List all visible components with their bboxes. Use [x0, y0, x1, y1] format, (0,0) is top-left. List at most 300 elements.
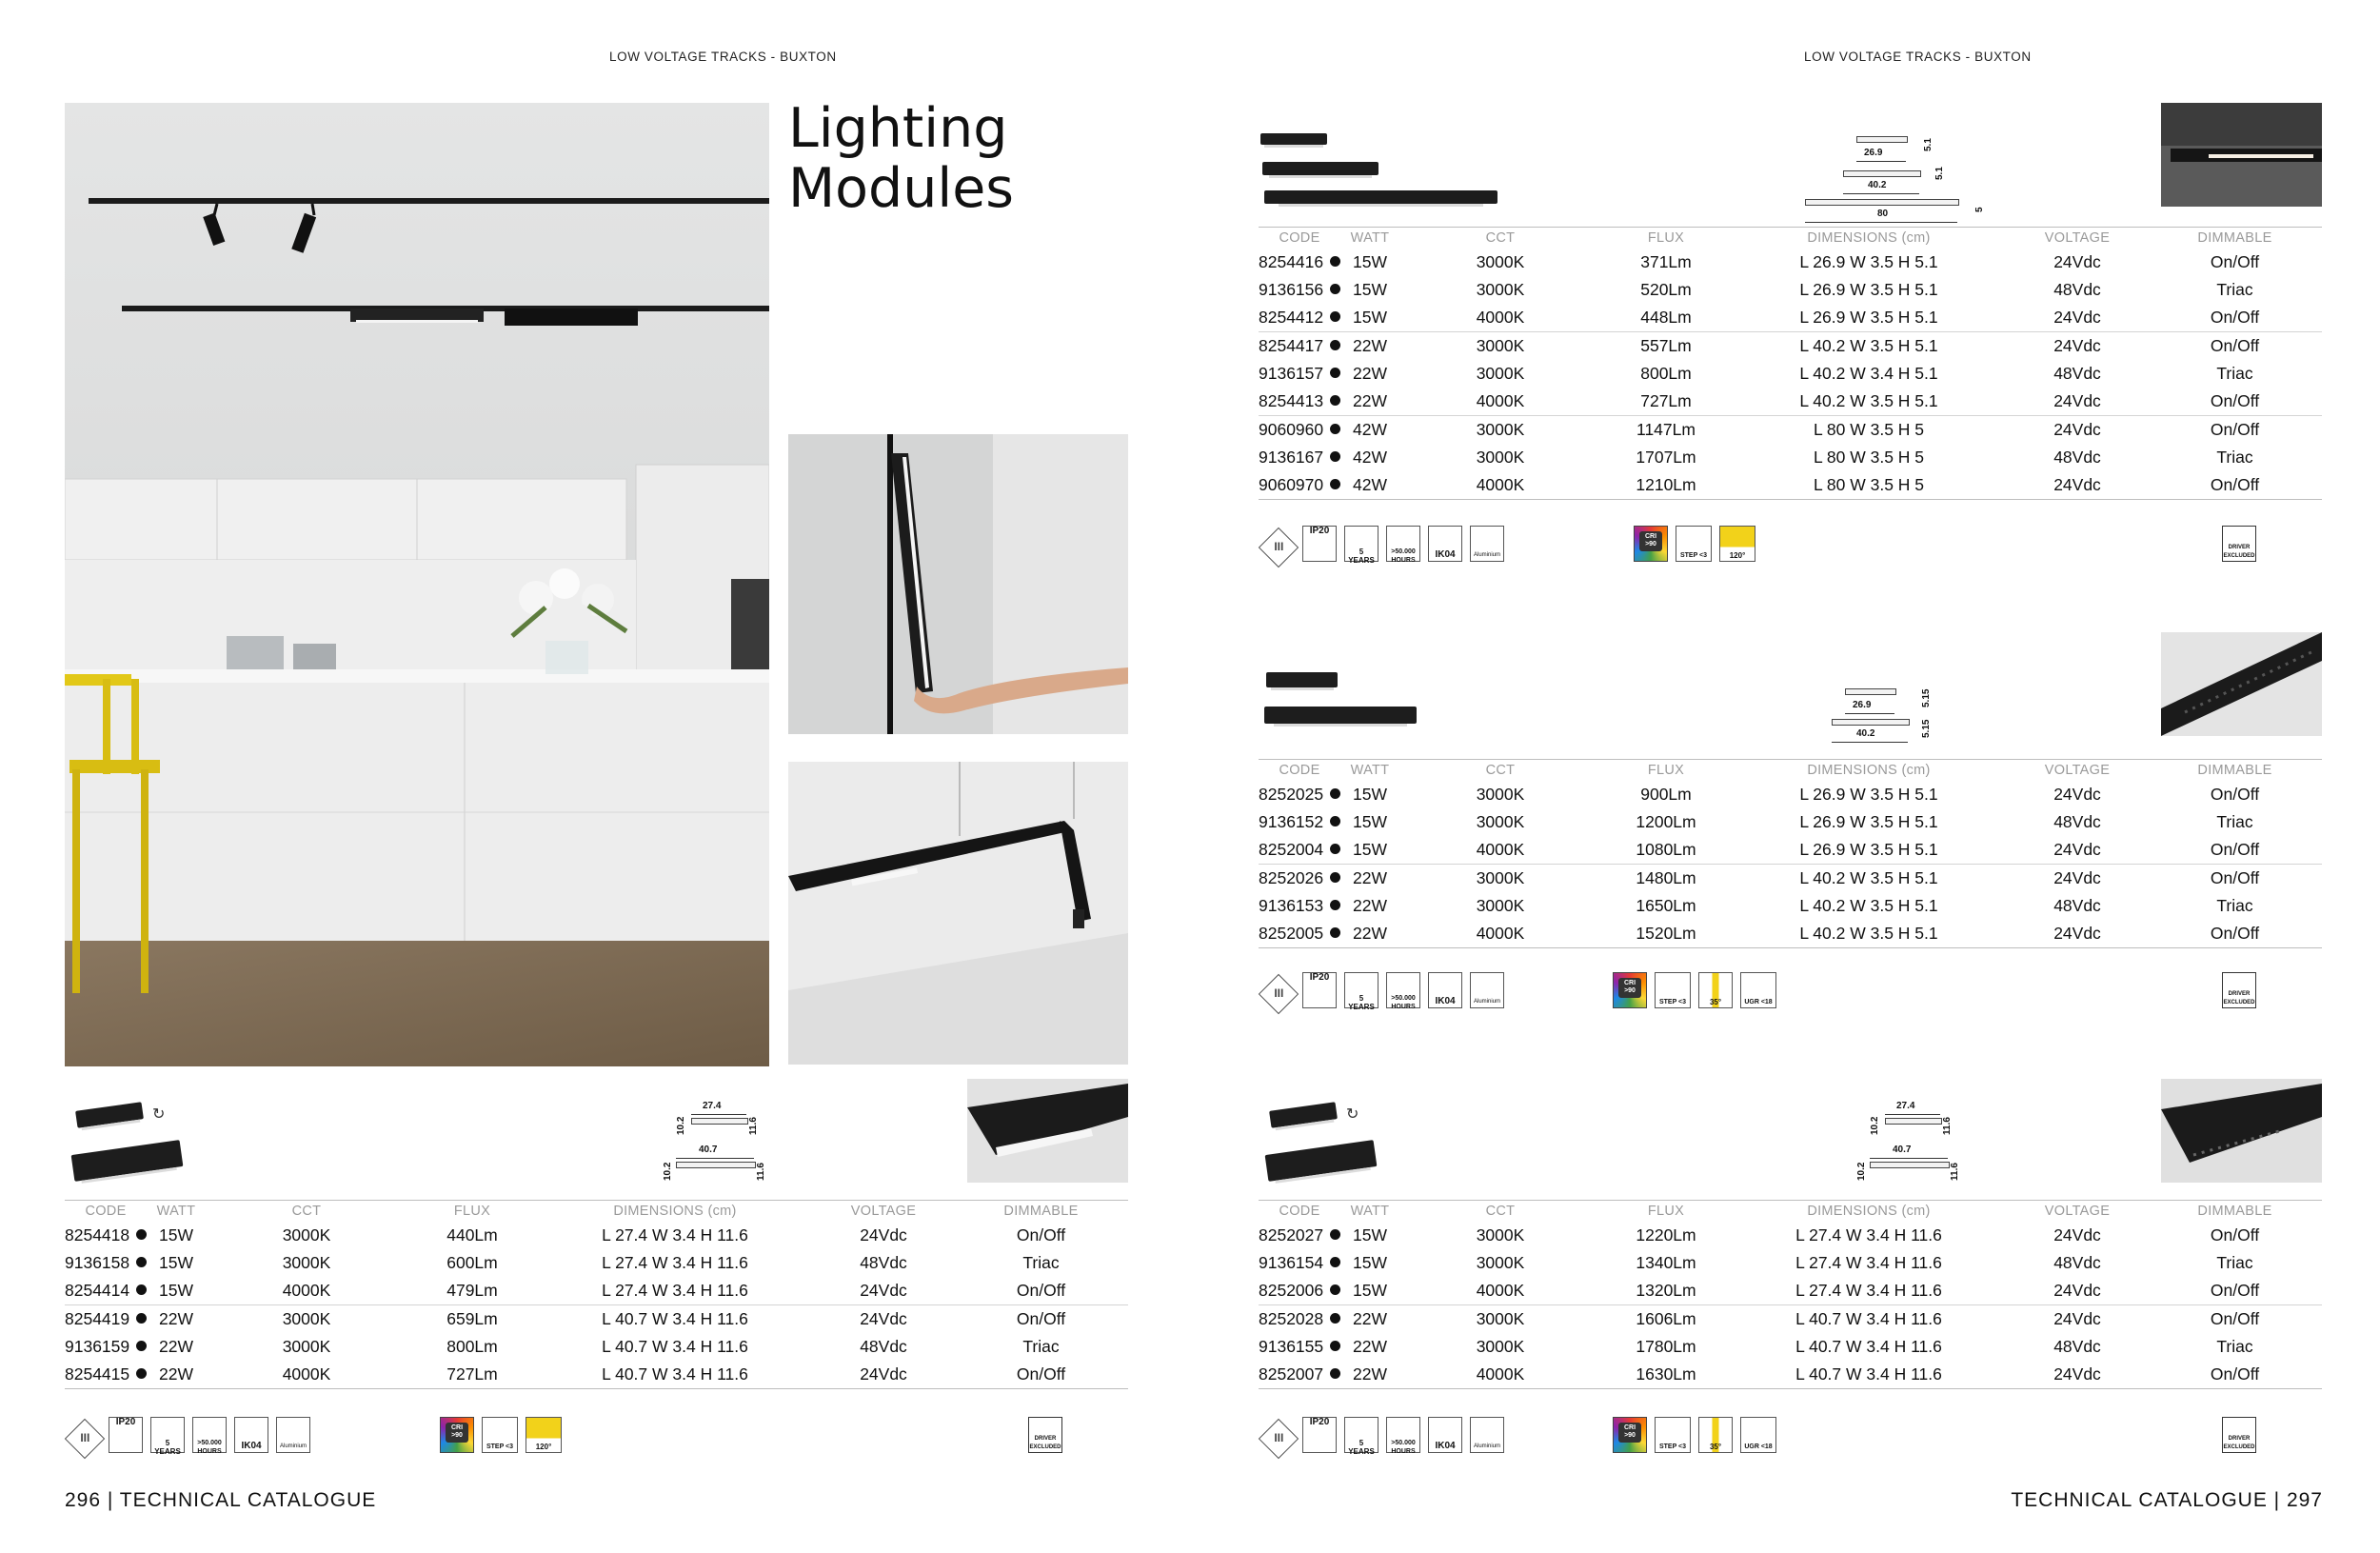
dim-label-height-b: 5.1 [1934, 167, 1945, 180]
dim-line [691, 1114, 746, 1115]
product-thumbnail-group [1259, 665, 1430, 741]
col-flux: FLUX [1601, 228, 1731, 249]
cell-dimensions: L 26.9 W 3.5 H 5.1 [1799, 812, 1938, 831]
cell-voltage: 24Vdc [860, 1281, 907, 1300]
ip20-icon: IP20 [1302, 972, 1337, 1008]
product-thumbnail-group [1262, 1095, 1386, 1190]
cell-cct: 3000K [1476, 364, 1525, 383]
cell-flux: 557Lm [1601, 332, 1731, 361]
cell-cct: 3000K [282, 1337, 331, 1356]
col-dimmable: DIMMABLE [2148, 228, 2322, 249]
warranty-icon: 5 YEARS [1344, 972, 1378, 1008]
ik04-icon: IK04 [1428, 1417, 1462, 1453]
bullet-dot-icon [1330, 424, 1340, 434]
cell-dimensions: L 40.2 W 3.5 H 5.1 [1799, 391, 1938, 410]
cell-dimensions: L 40.7 W 3.4 H 11.6 [1795, 1337, 1942, 1356]
cell-cct: 3000K [282, 1253, 331, 1272]
cell-dimensions: L 27.4 W 3.4 H 11.6 [1795, 1225, 1942, 1244]
cell-cct: 3000K [1399, 416, 1601, 445]
cell-dimensions: L 40.7 W 3.4 H 11.6 [537, 1305, 813, 1334]
cell-flux: 1520Lm [1601, 920, 1731, 948]
col-voltage: VOLTAGE [813, 1201, 954, 1223]
cell-watt: 15W [1353, 1253, 1387, 1272]
table-row [1259, 304, 2322, 332]
cell-code: 8252025 [1259, 781, 1340, 808]
dim-label-length-mid: 40.2 [1868, 180, 1887, 190]
cri-icon: CRI >90 [1613, 972, 1647, 1008]
dim-label-height-a: 10.2 [1870, 1116, 1880, 1135]
cell-flux: 1320Lm [1636, 1281, 1696, 1300]
dim-box [1856, 136, 1908, 143]
bullet-dot-icon [1330, 1284, 1340, 1295]
cell-cct: 4000K [1399, 1361, 1601, 1389]
cell-voltage: 48Vdc [2053, 280, 2101, 299]
dim-box [1805, 199, 1959, 206]
cell-watt: 15W [1353, 1281, 1387, 1300]
bullet-dot-icon [1330, 816, 1340, 826]
cell-code: 8254418 [65, 1222, 147, 1249]
driver-excluded-icon: DRIVER EXCLUDED [2222, 526, 2256, 562]
cell-cct: 3000K [1476, 1225, 1525, 1244]
running-header-right: LOW VOLTAGE TRACKS - BUXTON [1804, 50, 2032, 64]
cell-cct: 3000K [1476, 896, 1525, 915]
cell-watt: 15W [1353, 840, 1387, 859]
beam-angle-icon: 35° [1698, 972, 1733, 1008]
table-row [1259, 471, 2322, 500]
cell-voltage: 48Vdc [2053, 364, 2101, 383]
cell-cct: 3000K [1399, 1305, 1601, 1334]
cell-watt: 22W [1353, 896, 1387, 915]
cell-voltage: 24Vdc [2053, 1281, 2101, 1300]
cell-voltage: 24Vdc [2007, 332, 2148, 361]
table-row [1259, 1222, 2322, 1249]
cell-code: 8252006 [1259, 1277, 1340, 1305]
cell-watt: 15W [1353, 280, 1387, 299]
cell-dimensions: L 27.4 W 3.4 H 11.6 [1795, 1253, 1942, 1272]
cell-watt: 22W [1340, 920, 1399, 948]
cell-dimensions: L 40.7 W 3.4 H 11.6 [602, 1337, 748, 1356]
dim-label-height-b: 11.6 [1942, 1117, 1953, 1135]
cell-flux: 727Lm [407, 1361, 537, 1389]
table-row [65, 1305, 1128, 1334]
cell-dimensions: L 26.9 W 3.5 H 5.1 [1799, 308, 1938, 327]
dim-box [1843, 170, 1921, 177]
cell-flux: 1606Lm [1601, 1305, 1731, 1334]
table-row [1259, 781, 2322, 808]
col-flux: FLUX [1601, 1201, 1731, 1223]
dimensions-diagram [1801, 119, 1992, 224]
cell-cct: 4000K [1399, 920, 1601, 948]
beam-angle-icon: 120° [526, 1417, 562, 1453]
cell-cct: 4000K [1476, 1281, 1525, 1300]
cell-cct: 3000K [1476, 785, 1525, 804]
product-thumbnail-group [69, 1095, 192, 1190]
dim-label-length-short: 26.9 [1853, 700, 1872, 710]
cell-flux: 1630Lm [1601, 1361, 1731, 1389]
cell-code: 8254419 [65, 1305, 147, 1334]
cell-dimensions: L 26.9 W 3.5 H 5.1 [1799, 785, 1938, 804]
cell-voltage: 24Vdc [2053, 785, 2101, 804]
cell-dimensions: L 40.7 W 3.4 H 11.6 [1731, 1361, 2007, 1389]
dim-line [1885, 1114, 1940, 1115]
cell-watt: 22W [147, 1305, 206, 1334]
cri-icon: CRI >90 [1613, 1417, 1647, 1453]
module-closeup-photo [967, 1079, 1128, 1183]
dim-line [1843, 193, 1919, 194]
page-title-line1: Lighting [788, 97, 1008, 160]
cell-dimensions: L 40.2 W 3.5 H 5.1 [1799, 896, 1938, 915]
cell-dimmable: On/Off [2210, 391, 2260, 410]
cell-voltage: 24Vdc [2053, 391, 2101, 410]
class-iii-icon: III [65, 1419, 105, 1459]
table-row [65, 1333, 1128, 1361]
cell-watt: 15W [1353, 1225, 1387, 1244]
cell-watt: 15W [1353, 308, 1387, 327]
table-header-row [1259, 760, 2322, 782]
cell-dimmable: Triac [2216, 1337, 2253, 1356]
cell-cct: 3000K [1476, 448, 1525, 467]
cell-dimmable: On/Off [2148, 332, 2322, 361]
cell-watt: 22W [147, 1361, 206, 1389]
table-row [1259, 360, 2322, 388]
cell-dimmable: Triac [2216, 448, 2253, 467]
cell-dimensions: L 40.7 W 3.4 H 11.6 [537, 1361, 813, 1389]
dim-label-length-short: 27.4 [1896, 1101, 1915, 1111]
cell-flux: 1210Lm [1601, 471, 1731, 500]
cell-code: 8252005 [1259, 920, 1340, 948]
cell-cct: 3000K [1399, 332, 1601, 361]
cell-voltage: 48Vdc [2053, 1253, 2101, 1272]
col-dimmable: DIMMABLE [2148, 1201, 2322, 1223]
lifetime-hours-icon: >50.000 HOURS [192, 1417, 227, 1453]
cell-watt: 15W [159, 1225, 193, 1244]
dim-label-length-short: 26.9 [1864, 148, 1883, 158]
cell-watt: 15W [1353, 252, 1387, 271]
module-short-thumbnail [75, 1102, 144, 1128]
bullet-dot-icon [1330, 395, 1340, 406]
cell-dimmable: On/Off [1016, 1225, 1066, 1244]
cell-code: 9136152 [1259, 808, 1340, 836]
cell-dimmable: Triac [2216, 364, 2253, 383]
col-code: CODE [65, 1201, 147, 1223]
col-cct: CCT [1399, 760, 1601, 782]
cell-dimensions: L 80 W 3.5 H 5 [1813, 448, 1925, 467]
bullet-dot-icon [136, 1368, 147, 1379]
dim-box [1870, 1162, 1950, 1168]
cell-voltage: 24Vdc [2007, 1305, 2148, 1334]
cell-flux: 1480Lm [1601, 865, 1731, 893]
cell-voltage: 48Vdc [2053, 448, 2101, 467]
aluminium-icon: Aluminium [276, 1417, 310, 1453]
dim-label-height-b: 11.6 [748, 1117, 759, 1135]
cell-cct: 3000K [1476, 1253, 1525, 1272]
cell-flux: 371Lm [1640, 252, 1692, 271]
cell-dimmable: Triac [2216, 280, 2253, 299]
bullet-dot-icon [136, 1284, 147, 1295]
cell-watt: 22W [1340, 1361, 1399, 1389]
bullet-dot-icon [1330, 872, 1340, 883]
ip20-icon: IP20 [109, 1417, 143, 1453]
cell-code: 9060970 [1259, 471, 1340, 500]
cell-flux: 440Lm [446, 1225, 498, 1244]
cell-flux: 520Lm [1640, 280, 1692, 299]
dim-label-length-long: 40.2 [1856, 728, 1875, 739]
cell-dimmable: On/Off [2148, 416, 2322, 445]
driver-excluded-icon: DRIVER EXCLUDED [2222, 1417, 2256, 1453]
cell-voltage: 48Vdc [860, 1253, 907, 1272]
macadam-step-icon: STEP <3 [482, 1417, 518, 1453]
cell-cct: 4000K [1476, 308, 1525, 327]
cell-watt: 42W [1340, 416, 1399, 445]
cell-dimmable: On/Off [2148, 920, 2322, 948]
col-voltage: VOLTAGE [2007, 228, 2148, 249]
cell-flux: 1080Lm [1636, 840, 1696, 859]
table-row [1259, 1361, 2322, 1389]
cell-code: 9136167 [1259, 444, 1340, 471]
warranty-icon: 5 YEARS [1344, 1417, 1378, 1453]
col-dimmable: DIMMABLE [2148, 760, 2322, 782]
dim-label-height-a: 5.15 [1921, 688, 1932, 707]
dim-label-height-c: 10.2 [1856, 1162, 1867, 1181]
module-medium-thumbnail [1262, 162, 1378, 175]
cell-dimmable: On/Off [2210, 252, 2260, 271]
spec-table-right-top [1259, 227, 2322, 500]
beam-angle-icon: 35° [1698, 1417, 1733, 1453]
dim-label-length-long: 40.7 [699, 1145, 718, 1155]
cell-voltage: 24Vdc [2007, 865, 2148, 893]
col-code: CODE [1259, 1201, 1340, 1223]
table-row [65, 1222, 1128, 1249]
cell-watt: 15W [159, 1253, 193, 1272]
cell-voltage: 24Vdc [2007, 471, 2148, 500]
cell-code: 8252026 [1259, 865, 1340, 893]
cell-code: 8252028 [1259, 1305, 1340, 1334]
cell-dimensions: L 26.9 W 3.5 H 5.1 [1799, 840, 1938, 859]
dim-box [1832, 719, 1910, 726]
cell-dimmable: On/Off [954, 1305, 1128, 1334]
module-in-hand-photo [788, 434, 1128, 734]
cell-dimensions: L 40.7 W 3.4 H 11.6 [1731, 1305, 2007, 1334]
ugr-icon: UGR <18 [1740, 1417, 1776, 1453]
dimensions-diagram [657, 1095, 781, 1190]
cell-code: 8254413 [1259, 388, 1340, 416]
module-short-thumbnail [1269, 1102, 1338, 1128]
cell-dimmable: On/Off [2210, 785, 2260, 804]
cell-flux: 1707Lm [1636, 448, 1696, 467]
cell-dimmable: Triac [2216, 812, 2253, 831]
class-iii-icon: III [1259, 1419, 1299, 1459]
cell-cct: 4000K [1399, 471, 1601, 500]
cell-watt: 42W [1353, 448, 1387, 467]
rotate-arrow-icon: ↻ [1346, 1106, 1359, 1123]
cell-code: 8252027 [1259, 1222, 1340, 1249]
dim-line [1870, 1158, 1948, 1159]
cell-dimensions: L 27.4 W 3.4 H 11.6 [1795, 1281, 1942, 1300]
cell-code: 9136158 [65, 1249, 147, 1277]
cell-dimensions: L 40.2 W 3.5 H 5.1 [1731, 920, 2007, 948]
cell-voltage: 48Vdc [2053, 1337, 2101, 1356]
cell-code: 8254417 [1259, 332, 1340, 361]
cell-dimmable: Triac [1022, 1337, 1060, 1356]
module-recessed-photo [2161, 103, 2322, 207]
rotate-arrow-icon: ↻ [152, 1106, 166, 1123]
dimensions-diagram [1828, 681, 1942, 747]
bullet-dot-icon [136, 1229, 147, 1240]
dim-box [691, 1118, 748, 1125]
cell-flux: 800Lm [1640, 364, 1692, 383]
icon-row-right-middle [1259, 972, 2322, 1020]
cell-dimensions: L 40.2 W 3.5 H 5.1 [1731, 865, 2007, 893]
cell-dimmable: On/Off [954, 1361, 1128, 1389]
cell-code: 9136157 [1259, 360, 1340, 388]
cell-flux: 1340Lm [1636, 1253, 1696, 1272]
cell-flux: 900Lm [1640, 785, 1692, 804]
cell-dimmable: On/Off [2148, 865, 2322, 893]
cell-dimmable: On/Off [2210, 1225, 2260, 1244]
spec-table-left [65, 1200, 1128, 1389]
bullet-dot-icon [1330, 479, 1340, 489]
warranty-icon: 5 YEARS [150, 1417, 185, 1453]
aluminium-icon: Aluminium [1470, 526, 1504, 562]
spec-table-right-bottom [1259, 1200, 2322, 1389]
bullet-dot-icon [1330, 1313, 1340, 1324]
cell-dimmable: Triac [2216, 1253, 2253, 1272]
module-short-thumbnail [1266, 672, 1338, 687]
bullet-dot-icon [1330, 900, 1340, 910]
cell-voltage: 24Vdc [2053, 840, 2101, 859]
cell-watt: 22W [159, 1337, 193, 1356]
icon-row-left [65, 1417, 1128, 1464]
cell-flux: 600Lm [446, 1253, 498, 1272]
table-row [1259, 444, 2322, 471]
dim-box [1885, 1118, 1942, 1125]
page-title-line2: Modules [788, 157, 1014, 220]
macadam-step-icon: STEP <3 [1655, 972, 1691, 1008]
cell-dimensions: L 40.2 W 3.4 H 5.1 [1799, 364, 1938, 383]
cell-code: 9136159 [65, 1333, 147, 1361]
cell-voltage: 48Vdc [2053, 812, 2101, 831]
product-thumbnail-group [1259, 122, 1506, 217]
cell-watt: 15W [159, 1281, 193, 1300]
module-short-thumbnail [1260, 133, 1327, 145]
dim-line [1832, 742, 1908, 743]
cell-cct: 4000K [206, 1361, 407, 1389]
bullet-dot-icon [1330, 311, 1340, 322]
col-voltage: VOLTAGE [2007, 1201, 2148, 1223]
class-iii-icon: III [1259, 528, 1299, 567]
cell-dimensions: L 27.4 W 3.4 H 11.6 [602, 1281, 748, 1300]
dim-label-height-b: 5.15 [1921, 719, 1932, 738]
cell-cct: 4000K [1476, 840, 1525, 859]
cell-watt: 15W [1353, 785, 1387, 804]
dim-label-height-d: 11.6 [756, 1163, 766, 1181]
table-row [1259, 276, 2322, 304]
table-row [1259, 1305, 2322, 1334]
table-row [1259, 1249, 2322, 1277]
table-row [65, 1361, 1128, 1389]
module-long-thumbnail [1265, 1140, 1378, 1182]
cell-voltage: 24Vdc [813, 1305, 954, 1334]
table-row [1259, 808, 2322, 836]
cell-cct: 3000K [1399, 865, 1601, 893]
cell-watt: 22W [1340, 865, 1399, 893]
dim-line [676, 1158, 754, 1159]
module-dotted-closeup-photo [2161, 632, 2322, 736]
col-code: CODE [1259, 760, 1340, 782]
cell-code: 8252004 [1259, 836, 1340, 865]
cell-voltage: 24Vdc [2007, 416, 2148, 445]
cell-flux: 800Lm [446, 1337, 498, 1356]
cell-flux: 1147Lm [1601, 416, 1731, 445]
spec-table-right-middle [1259, 759, 2322, 948]
cell-flux: 479Lm [446, 1281, 498, 1300]
table-header-row [1259, 228, 2322, 249]
col-watt: WATT [1340, 760, 1399, 782]
footer-left: 296 | TECHNICAL CATALOGUE [65, 1489, 377, 1511]
bullet-dot-icon [1330, 284, 1340, 294]
table-row [1259, 892, 2322, 920]
bullet-dot-icon [1330, 1257, 1340, 1267]
class-iii-icon: III [1259, 974, 1299, 1014]
col-code: CODE [1259, 228, 1340, 249]
table-row [1259, 1333, 2322, 1361]
table-row [1259, 388, 2322, 416]
table-row [1259, 249, 2322, 276]
dim-label-height-d: 11.6 [1950, 1163, 1960, 1181]
col-dimensions: DIMENSIONS (cm) [1731, 760, 2007, 782]
icon-row-right-bottom [1259, 1417, 2322, 1464]
cell-flux: 448Lm [1640, 308, 1692, 327]
ik04-icon: IK04 [234, 1417, 268, 1453]
cell-watt: 22W [1340, 1305, 1399, 1334]
cell-flux: 659Lm [407, 1305, 537, 1334]
cell-watt: 22W [1340, 332, 1399, 361]
cell-cct: 4000K [282, 1281, 331, 1300]
cell-dimmable: On/Off [2210, 840, 2260, 859]
aluminium-icon: Aluminium [1470, 972, 1504, 1008]
cell-cct: 3000K [1476, 812, 1525, 831]
dim-line [1845, 713, 1894, 714]
cell-dimensions: L 27.4 W 3.4 H 11.6 [602, 1225, 748, 1244]
ik04-icon: IK04 [1428, 972, 1462, 1008]
driver-excluded-icon: DRIVER EXCLUDED [1028, 1417, 1062, 1453]
table-row [65, 1277, 1128, 1305]
col-dimensions: DIMENSIONS (cm) [537, 1201, 813, 1223]
bullet-dot-icon [1330, 1341, 1340, 1351]
col-watt: WATT [1340, 1201, 1399, 1223]
running-header-left: LOW VOLTAGE TRACKS - BUXTON [609, 50, 837, 64]
cell-watt: 42W [1340, 471, 1399, 500]
bullet-dot-icon [1330, 340, 1340, 350]
module-long-thumbnail [1264, 190, 1497, 204]
cell-code: 8254415 [65, 1361, 147, 1389]
cell-dimensions: L 40.2 W 3.5 H 5.1 [1731, 332, 2007, 361]
col-cct: CCT [1399, 1201, 1601, 1223]
dim-label-height-c: 5 [1974, 207, 1985, 212]
cell-cct: 3000K [1476, 280, 1525, 299]
col-flux: FLUX [1601, 760, 1731, 782]
dim-label-length-long: 80 [1877, 209, 1889, 219]
cell-dimmable: Triac [1022, 1253, 1060, 1272]
dim-line [1805, 222, 1957, 223]
footer-right: TECHNICAL CATALOGUE | 297 [2011, 1489, 2323, 1511]
col-dimmable: DIMMABLE [954, 1201, 1128, 1223]
table-header-row [65, 1201, 1128, 1223]
bullet-dot-icon [136, 1257, 147, 1267]
cri-icon: CRI >90 [440, 1417, 474, 1453]
cell-dimensions: L 26.9 W 3.5 H 5.1 [1799, 252, 1938, 271]
cell-dimmable: On/Off [1016, 1281, 1066, 1300]
